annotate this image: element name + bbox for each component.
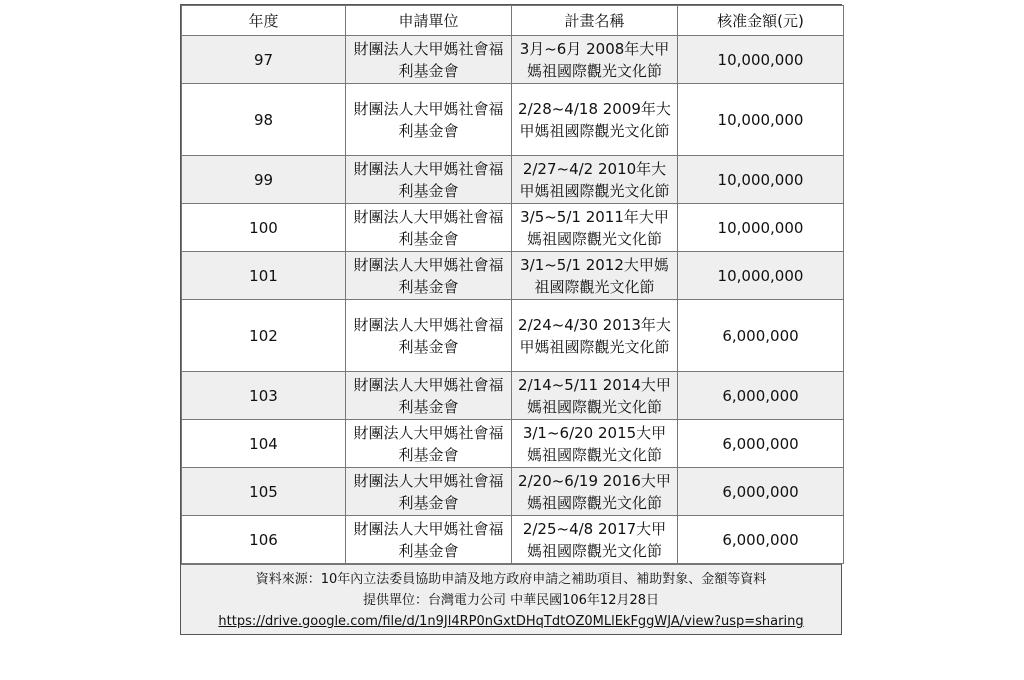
cell-applicant: 財團法人大甲媽社會福利基金會 xyxy=(346,300,512,372)
cell-amount: 6,000,000 xyxy=(678,372,844,420)
cell-year: 102 xyxy=(182,300,346,372)
table-row xyxy=(182,156,844,204)
source-url-link[interactable]: https://drive.google.com/file/d/1n9Jl4RP0nGxtDHqTdtOZ0MLlEkFggWJA/view?usp=sharing xyxy=(218,614,804,629)
cell-amount: 6,000,000 xyxy=(678,420,844,468)
cell-year: 105 xyxy=(182,468,346,516)
subsidy-table xyxy=(181,5,844,564)
table-row xyxy=(182,84,844,156)
source-text: 資料來源：10年內立法委員協助申請及地方政府申請之補助項目、補助對象、金額等資料 xyxy=(255,572,767,587)
source-note xyxy=(181,564,841,634)
header-approved-amount: 核准金額(元) xyxy=(678,6,844,36)
cell-plan-name: 3/1~6/20 2015大甲媽祖國際觀光文化節 xyxy=(512,420,678,468)
cell-plan-name: 3/1~5/1 2012大甲媽祖國際觀光文化節 xyxy=(512,252,678,300)
cell-plan-name: 2/20~6/19 2016大甲媽祖國際觀光文化節 xyxy=(512,468,678,516)
cell-amount: 6,000,000 xyxy=(678,468,844,516)
cell-year: 103 xyxy=(182,372,346,420)
header-applicant: 申請單位 xyxy=(346,6,512,36)
cell-applicant: 財團法人大甲媽社會福利基金會 xyxy=(346,84,512,156)
cell-year: 101 xyxy=(182,252,346,300)
table-row xyxy=(182,36,844,84)
cell-year: 100 xyxy=(182,204,346,252)
cell-applicant: 財團法人大甲媽社會福利基金會 xyxy=(346,156,512,204)
cell-plan-name: 3/5~5/1 2011年大甲媽祖國際觀光文化節 xyxy=(512,204,678,252)
cell-amount: 10,000,000 xyxy=(678,252,844,300)
table-row xyxy=(182,420,844,468)
cell-applicant: 財團法人大甲媽社會福利基金會 xyxy=(346,468,512,516)
header-row xyxy=(182,6,844,36)
cell-plan-name: 3月~6月 2008年大甲媽祖國際觀光文化節 xyxy=(512,36,678,84)
cell-year: 97 xyxy=(182,36,346,84)
cell-amount: 10,000,000 xyxy=(678,84,844,156)
data-sheet xyxy=(180,4,842,635)
table-row xyxy=(182,468,844,516)
cell-applicant: 財團法人大甲媽社會福利基金會 xyxy=(346,36,512,84)
table-row xyxy=(182,300,844,372)
cell-plan-name: 2/27~4/2 2010年大甲媽祖國際觀光文化節 xyxy=(512,156,678,204)
cell-amount: 10,000,000 xyxy=(678,36,844,84)
cell-year: 99 xyxy=(182,156,346,204)
cell-plan-name: 2/25~4/8 2017大甲媽祖國際觀光文化節 xyxy=(512,516,678,564)
header-plan-name: 計畫名稱 xyxy=(512,6,678,36)
table-row xyxy=(182,204,844,252)
table-row xyxy=(182,516,844,564)
cell-amount: 6,000,000 xyxy=(678,300,844,372)
cell-plan-name: 2/28~4/18 2009年大甲媽祖國際觀光文化節 xyxy=(512,84,678,156)
cell-applicant: 財團法人大甲媽社會福利基金會 xyxy=(346,420,512,468)
cell-year: 106 xyxy=(182,516,346,564)
cell-applicant: 財團法人大甲媽社會福利基金會 xyxy=(346,204,512,252)
cell-year: 104 xyxy=(182,420,346,468)
provider-text: 提供單位：台灣電力公司 中華民國106年12月28日 xyxy=(362,593,660,608)
table-row xyxy=(182,252,844,300)
header-year: 年度 xyxy=(182,6,346,36)
cell-amount: 10,000,000 xyxy=(678,204,844,252)
cell-amount: 6,000,000 xyxy=(678,516,844,564)
cell-year: 98 xyxy=(182,84,346,156)
cell-applicant: 財團法人大甲媽社會福利基金會 xyxy=(346,516,512,564)
cell-applicant: 財團法人大甲媽社會福利基金會 xyxy=(346,372,512,420)
cell-applicant: 財團法人大甲媽社會福利基金會 xyxy=(346,252,512,300)
table-row xyxy=(182,372,844,420)
cell-plan-name: 2/24~4/30 2013年大甲媽祖國際觀光文化節 xyxy=(512,300,678,372)
cell-amount: 10,000,000 xyxy=(678,156,844,204)
cell-plan-name: 2/14~5/11 2014大甲媽祖國際觀光文化節 xyxy=(512,372,678,420)
